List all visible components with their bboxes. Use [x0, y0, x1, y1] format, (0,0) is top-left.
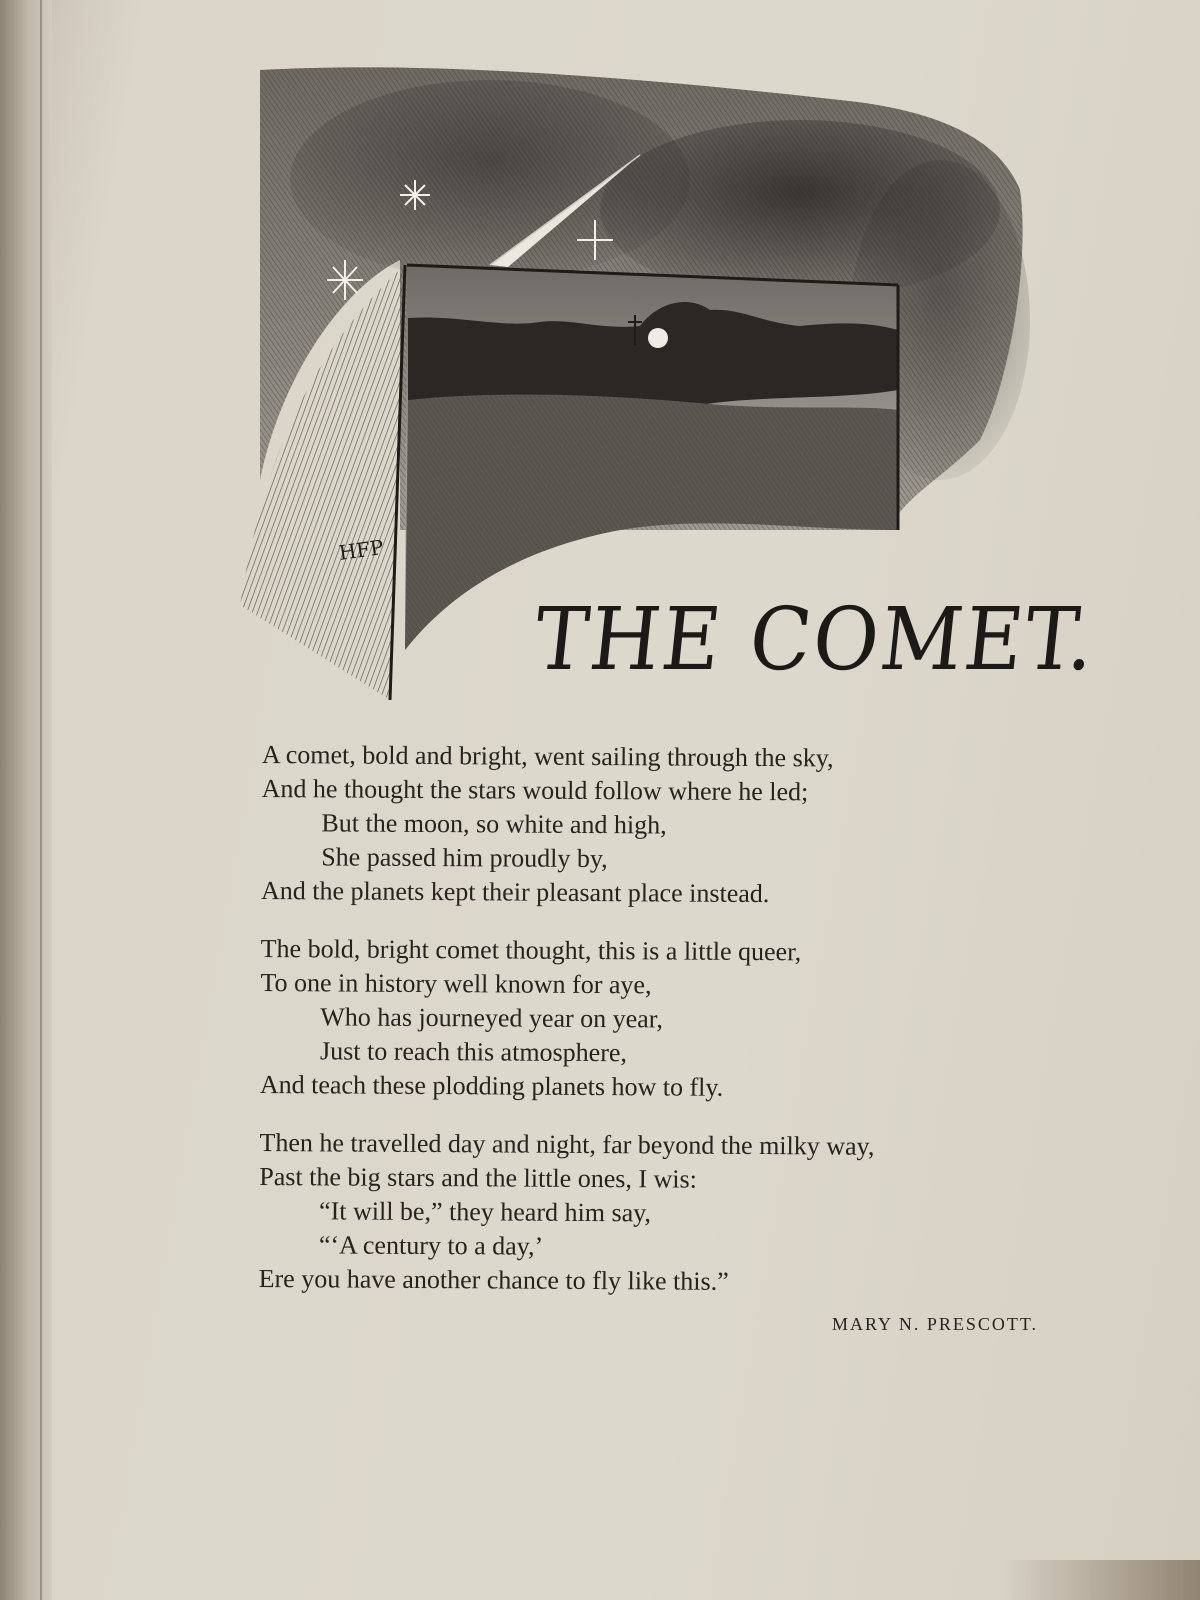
poem-line: And he thought the stars would follow where he led;	[261, 773, 809, 807]
poem-line: The bold, bright comet thought, this is a little queer,	[260, 933, 802, 967]
stanza-1	[261, 738, 1112, 913]
poem-title: THE COMET.	[529, 589, 1102, 690]
poem-line: She passed him proudly by,	[321, 842, 608, 874]
author-attribution: MARY N. PRESCOTT.	[832, 1314, 1039, 1334]
book-spine	[0, 0, 52, 1600]
poem-line: And teach these plodding planets how to fly.	[259, 1069, 724, 1102]
poem-line: Just to reach this atmosphere,	[320, 1036, 628, 1068]
stanza-3	[259, 1126, 1110, 1301]
poem-line: “It will be,” they heard him say,	[319, 1196, 652, 1228]
poem-line: Ere you have another chance to fly like this.”	[258, 1263, 729, 1296]
poem-line: But the moon, so white and high,	[321, 808, 667, 840]
artist-monogram: HFP	[337, 534, 386, 565]
poem-line: And the planets kept their pleasant place instead.	[260, 875, 770, 909]
poem-line: To one in history well known for aye,	[260, 967, 652, 1000]
poem-line: Then he travelled day and night, far beyond the milky way,	[259, 1127, 875, 1161]
poem-body	[258, 738, 1112, 1325]
poem-line: A comet, bold and bright, went sailing through the sky,	[261, 739, 834, 773]
poem-line: Who has journeyed year on year,	[320, 1002, 663, 1034]
poem-line: “‘A century to a day,’	[318, 1230, 544, 1261]
poem-line: Past the big stars and the little ones, I wis:	[259, 1161, 698, 1194]
page-edge-shadow	[1000, 1560, 1200, 1600]
spine-edge	[40, 0, 42, 1600]
stanza-2	[260, 932, 1111, 1107]
